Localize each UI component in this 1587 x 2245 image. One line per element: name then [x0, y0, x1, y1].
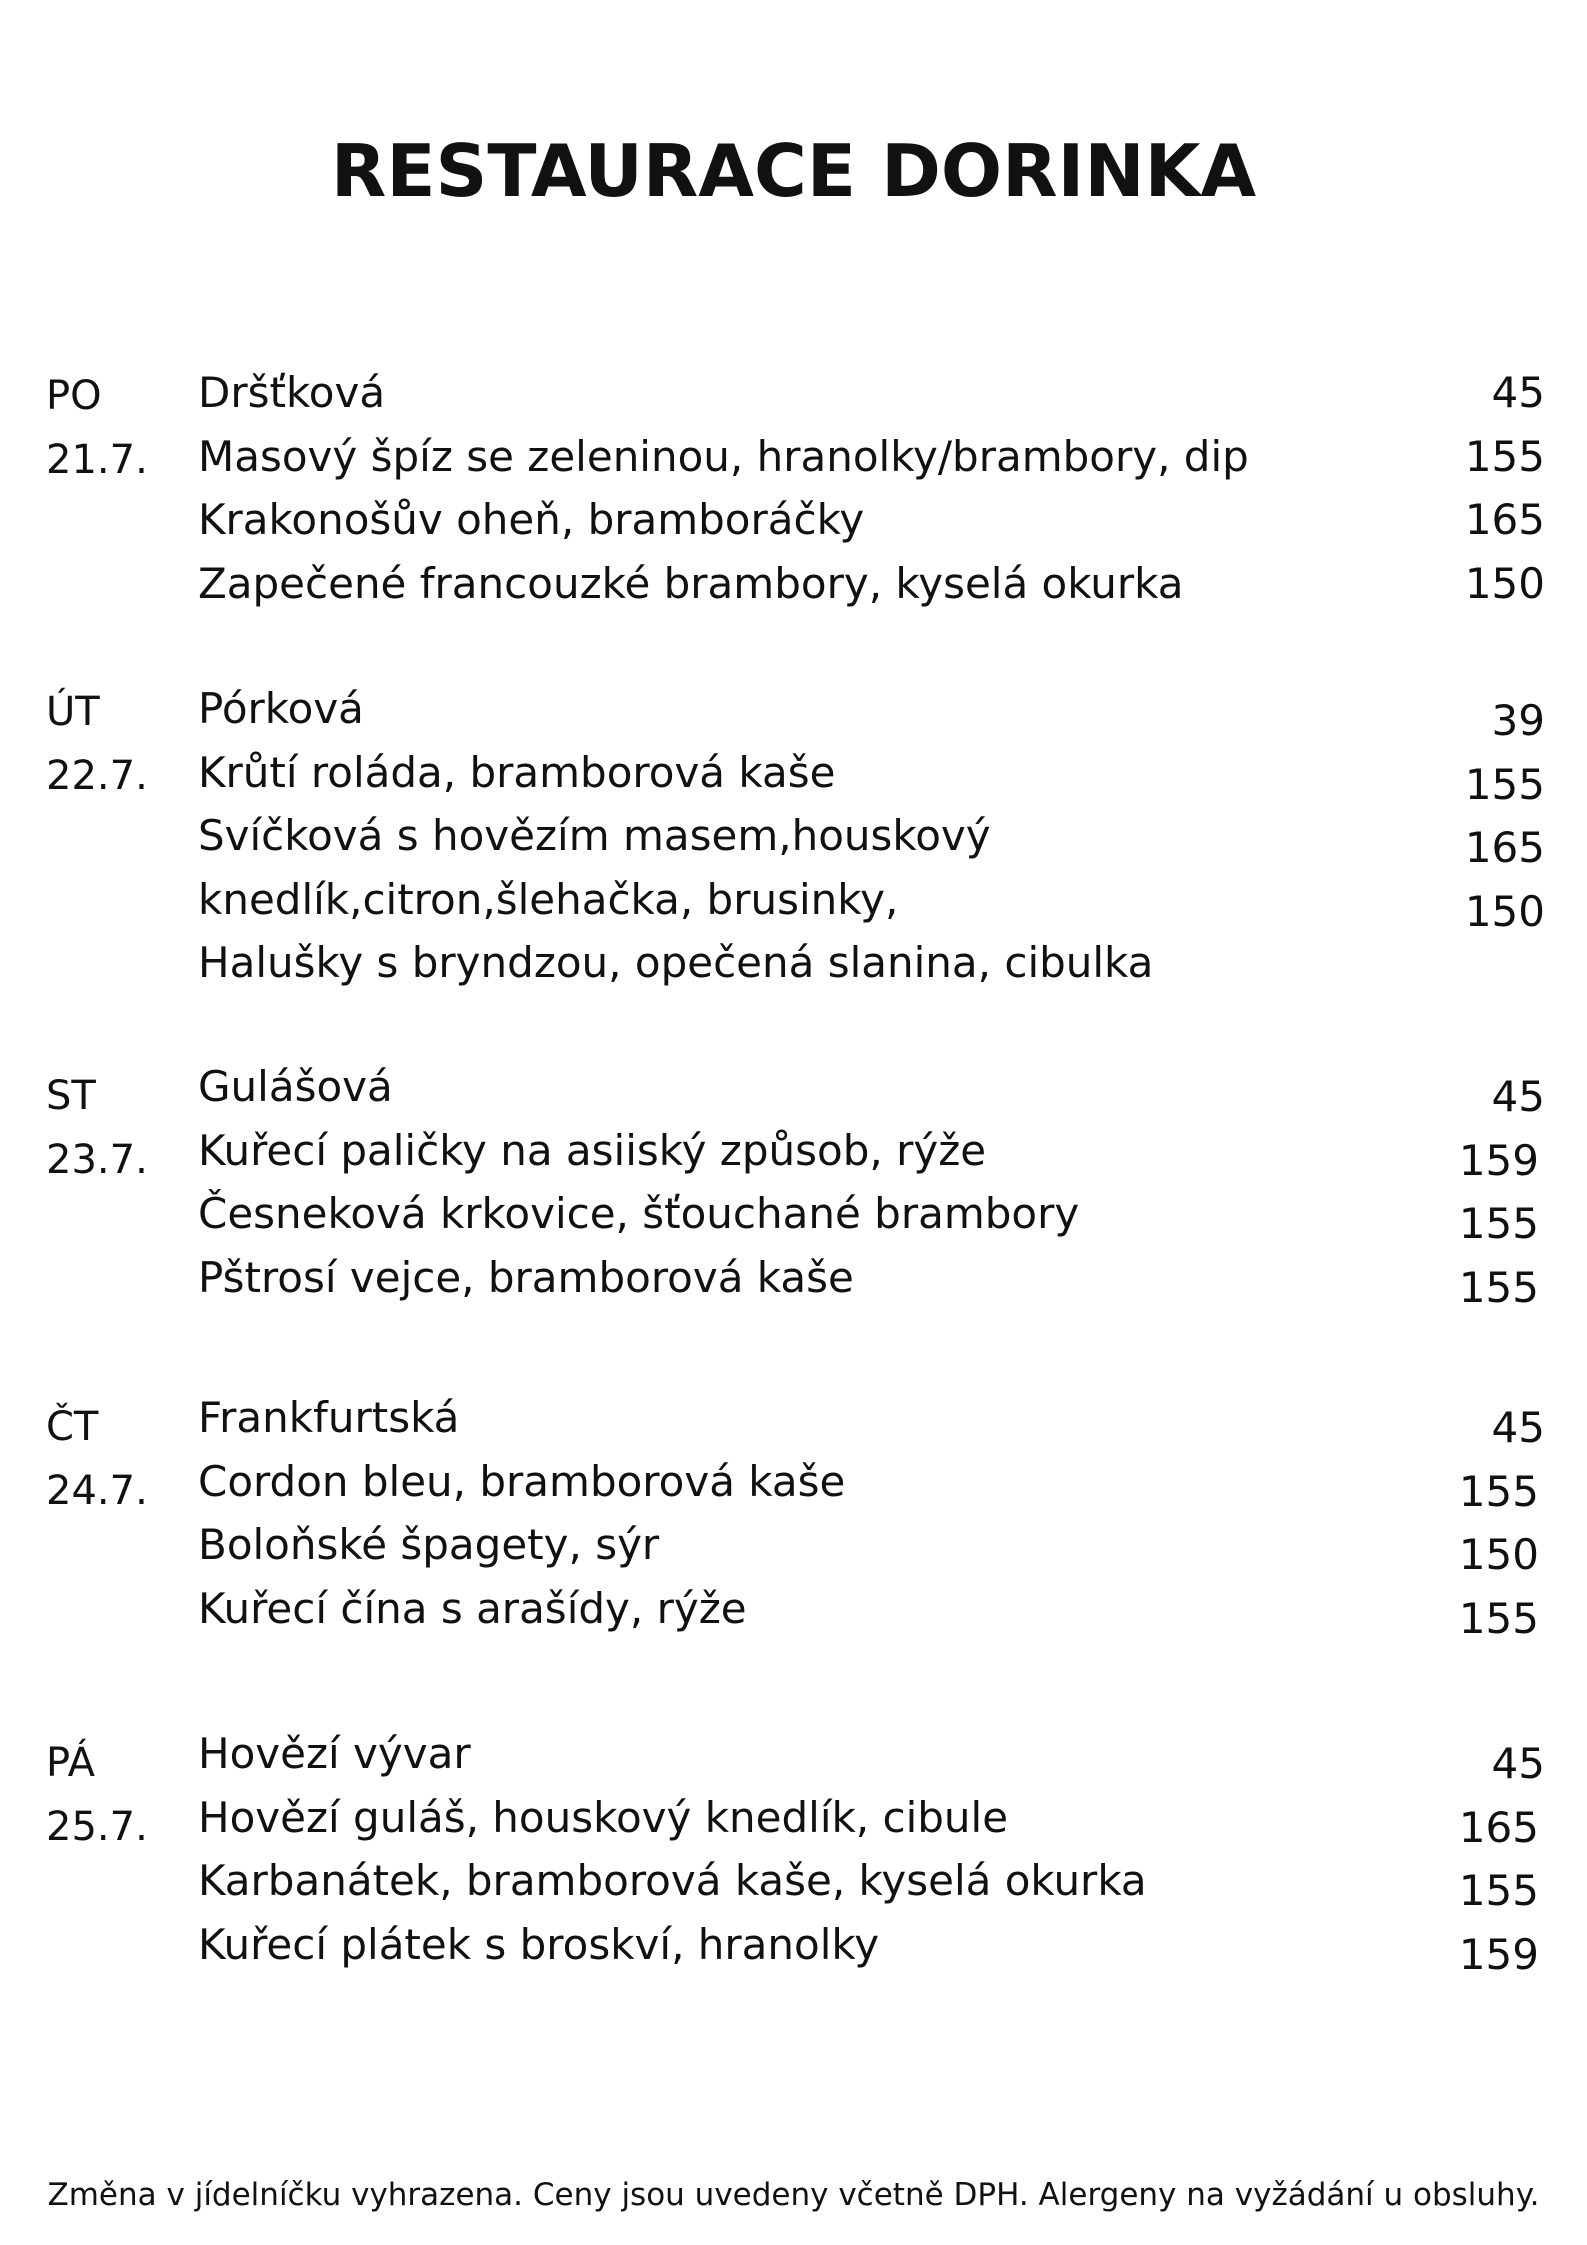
dish-price: 45: [1491, 1739, 1545, 1788]
dish-name: Krůtí roláda, bramborová kaše: [198, 748, 836, 797]
dish-price: 165: [1464, 823, 1545, 872]
dish-name: Hovězí guláš, houskový knedlík, cibule: [198, 1793, 1009, 1842]
day-date: 24.7.: [46, 1468, 148, 1514]
dish-name: Česneková krkovice, šťouchané brambory: [198, 1189, 1080, 1238]
dish-price: 155: [1464, 432, 1545, 481]
footer-note: Změna v jídelníčku vyhrazena. Ceny jsou uvedeny včetně DPH. Alergeny na vyžádání u obsluhy.: [47, 2177, 1540, 2213]
dish-name: Zapečené francouzké brambory, kyselá okurka: [198, 559, 1184, 608]
day-name: PO: [46, 373, 102, 419]
dish-name: Halušky s bryndzou, opečená slanina, cibulka: [198, 938, 1154, 987]
dish-price: 150: [1458, 1530, 1539, 1579]
dish-name: Masový špíz se zeleninou, hranolky/brambory, dip: [198, 432, 1249, 481]
dish-price: 155: [1458, 1199, 1539, 1248]
dish-name: Svíčková s hovězím masem,houskový: [198, 811, 991, 860]
dish-name: Hovězí vývar: [198, 1729, 471, 1778]
dish-price: 155: [1458, 1263, 1539, 1312]
dish-price: 45: [1491, 1072, 1545, 1121]
day-date: 21.7.: [46, 437, 148, 483]
dish-name: Pórková: [198, 684, 364, 733]
day-date: 25.7.: [46, 1804, 148, 1850]
dish-price: 155: [1458, 1467, 1539, 1516]
dish-price: 165: [1464, 495, 1545, 544]
day-name: ÚT: [46, 689, 100, 735]
dish-name: Kuřecí plátek s broskví, hranolky: [198, 1920, 880, 1969]
dish-name: Cordon bleu, bramborová kaše: [198, 1457, 846, 1506]
dish-price: 39: [1491, 696, 1545, 745]
dish-price: 165: [1458, 1803, 1539, 1852]
dish-name: Frankfurtská: [198, 1393, 460, 1442]
day-name: ST: [46, 1073, 96, 1119]
dish-price: 159: [1458, 1930, 1539, 1979]
dish-name: Karbanátek, bramborová kaše, kyselá okurka: [198, 1856, 1147, 1905]
dish-name: Krakonošův oheň, bramboráčky: [198, 495, 865, 544]
day-name: PÁ: [46, 1740, 95, 1786]
dish-price: 45: [1491, 1403, 1545, 1452]
dish-name: knedlík,citron,šlehačka, brusinky,: [198, 875, 899, 924]
day-date: 23.7.: [46, 1137, 148, 1183]
page-title: RESTAURACE DORINKA: [330, 129, 1257, 213]
dish-name: Pštrosí vejce, bramborová kaše: [198, 1253, 854, 1302]
dish-name: Gulášová: [198, 1062, 393, 1111]
dish-name: Boloňské špagety, sýr: [198, 1520, 660, 1569]
dish-price: 150: [1464, 887, 1545, 936]
dish-price: 155: [1458, 1594, 1539, 1643]
dish-price: 155: [1464, 760, 1545, 809]
dish-name: Dršťková: [198, 368, 386, 417]
dish-name: Kuřecí paličky na asiiský způsob, rýže: [198, 1126, 987, 1175]
dish-name: Kuřecí čína s arašídy, rýže: [198, 1584, 747, 1633]
dish-price: 159: [1458, 1136, 1539, 1185]
dish-price: 150: [1464, 559, 1545, 608]
dish-price: 45: [1491, 368, 1545, 417]
day-date: 22.7.: [46, 753, 148, 799]
day-name: ČT: [46, 1404, 99, 1450]
dish-price: 155: [1458, 1866, 1539, 1915]
